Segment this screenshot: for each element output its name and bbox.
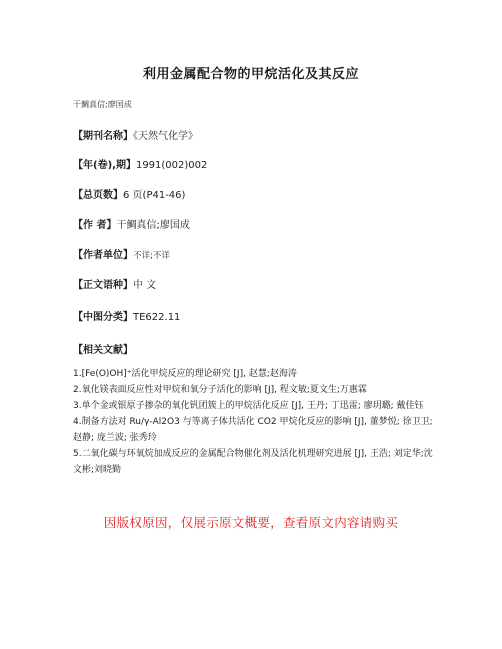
reference-item: 2.氧化镁表面反应性对甲烷和氧分子活化的影响 [J], 程文敏;夏文生;万惠霖 [73, 385, 367, 395]
field-year-volume-issue [73, 156, 207, 171]
field-label: 【年(卷),期】 [73, 160, 136, 171]
field-value: TE622.11 [133, 312, 181, 323]
field-classification [73, 308, 180, 323]
field-value: 干鯛真信;廖国成 [116, 220, 190, 231]
related-references-heading: 【相关文献】 [73, 345, 133, 356]
field-value: 中 文 [133, 280, 157, 291]
field-label: 【作者单位】 [73, 250, 133, 261]
reference-item: 3.单个金或银原子掺杂的氧化钒团簇上的甲烷活化反应 [J], 王丹; 丁迅雷; 廖玥璐; 戴佳钰 [73, 401, 424, 411]
reference-item: 4.制备方法对 Ru/γ-Al2O3 与等离子体共活化 CO2 甲烷化反应的影响 [J], 董梦悦; 徐卫卫; 赵静; 庞兰波; 张秀玲 [73, 417, 433, 443]
field-journal-name [73, 127, 198, 142]
field-label: 【期刊名称】 [73, 131, 133, 142]
field-total-pages [73, 186, 185, 201]
authors-line: 干鯛真信;廖国成 [73, 100, 132, 109]
copyright-notice: 因版权原因，仅展示原文概要，查看原文内容请购买 [103, 515, 399, 530]
field-value: 6 页(P41-46) [123, 190, 186, 201]
field-value: 1991(002)002 [135, 160, 208, 171]
field-label: 【正文语种】 [73, 280, 133, 291]
related-references-list [73, 366, 441, 478]
field-label: 【中图分类】 [73, 312, 133, 323]
field-label: 【作 者】 [73, 220, 117, 231]
field-value: 《天然气化学》 [133, 131, 198, 142]
reference-item: 5.二氧化碳与环氧烷加成反应的金属配合物催化剂及活化机理研究进展 [J], 王浩; 刘定华;沈文彬;刘晓勤 [73, 449, 433, 475]
field-authors [73, 216, 190, 231]
reference-item: 1.[Fe(O)OH]⁺活化甲烷反应的理论研究 [J], 赵慧;赵海涛 [73, 369, 297, 379]
document-title: 利用金属配合物的甲烷活化及其反应 [142, 67, 359, 82]
field-text-language [73, 276, 156, 291]
field-author-affiliation [73, 246, 170, 261]
field-value: 不详;不详 [133, 251, 170, 261]
field-label: 【总页数】 [73, 190, 123, 201]
